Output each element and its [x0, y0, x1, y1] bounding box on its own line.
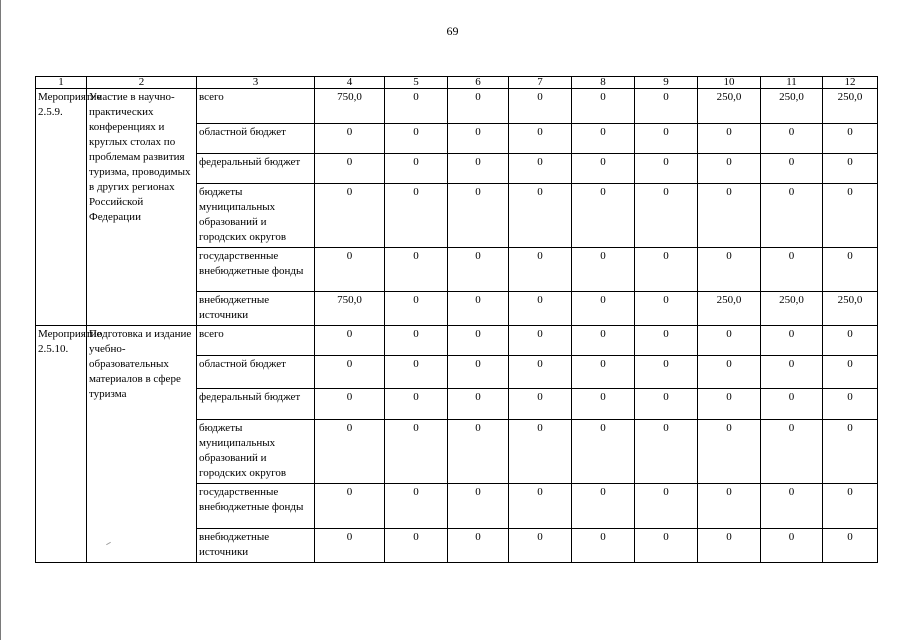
value-cell: 0 [823, 326, 878, 356]
value-cell: 0 [509, 389, 572, 420]
value-cell: 0 [823, 484, 878, 529]
value-cell: 0 [385, 154, 448, 184]
value-cell: 0 [385, 484, 448, 529]
value-cell: 0 [315, 529, 385, 563]
value-cell: 250,0 [698, 292, 761, 326]
measure-code-cell: Мероприятие 2.5.9. [36, 89, 87, 326]
value-cell: 0 [635, 326, 698, 356]
value-cell: 250,0 [761, 292, 823, 326]
value-cell: 0 [448, 484, 509, 529]
value-cell: 750,0 [315, 292, 385, 326]
value-cell: 0 [385, 326, 448, 356]
funding-source-cell: государственные внебюджетные фонды [197, 484, 315, 529]
table-row [36, 89, 878, 124]
value-cell: 0 [572, 356, 635, 389]
value-cell: 0 [635, 529, 698, 563]
value-cell: 0 [385, 389, 448, 420]
value-cell: 0 [509, 292, 572, 326]
value-cell: 0 [385, 356, 448, 389]
budget-table [35, 76, 878, 563]
value-cell: 0 [823, 420, 878, 484]
value-cell: 0 [823, 124, 878, 154]
value-cell: 0 [509, 420, 572, 484]
value-cell: 0 [635, 248, 698, 292]
page-left-edge [0, 0, 1, 640]
value-cell: 0 [572, 420, 635, 484]
value-cell: 0 [635, 420, 698, 484]
value-cell: 0 [385, 89, 448, 124]
value-cell: 0 [572, 124, 635, 154]
value-cell: 0 [823, 248, 878, 292]
funding-source-cell: всего [197, 89, 315, 124]
funding-source-cell: федеральный бюджет [197, 389, 315, 420]
column-header: 7 [509, 77, 572, 89]
value-cell: 0 [315, 124, 385, 154]
value-cell: 0 [448, 89, 509, 124]
value-cell: 0 [761, 154, 823, 184]
page-number: 69 [446, 24, 459, 38]
value-cell: 0 [385, 184, 448, 248]
value-cell: 0 [698, 154, 761, 184]
value-cell: 0 [572, 484, 635, 529]
value-cell: 0 [635, 184, 698, 248]
value-cell: 0 [635, 124, 698, 154]
measure-code-cell: Мероприятие 2.5.10. [36, 326, 87, 563]
value-cell: 0 [823, 529, 878, 563]
column-header: 3 [197, 77, 315, 89]
value-cell: 0 [761, 248, 823, 292]
value-cell: 0 [315, 184, 385, 248]
value-cell: 0 [509, 89, 572, 124]
value-cell: 0 [509, 248, 572, 292]
value-cell: 0 [448, 292, 509, 326]
value-cell: 0 [698, 420, 761, 484]
value-cell: 0 [315, 154, 385, 184]
value-cell: 0 [635, 484, 698, 529]
value-cell: 250,0 [761, 89, 823, 124]
value-cell: 0 [448, 154, 509, 184]
value-cell: 0 [635, 389, 698, 420]
value-cell: 0 [635, 154, 698, 184]
funding-source-cell: федеральный бюджет [197, 154, 315, 184]
funding-source-cell: бюджеты муниципальных образований и городских округов [197, 184, 315, 248]
column-header: 1 [36, 77, 87, 89]
value-cell: 0 [509, 184, 572, 248]
value-cell: 0 [509, 124, 572, 154]
value-cell: 0 [572, 184, 635, 248]
value-cell: 0 [761, 389, 823, 420]
value-cell: 0 [698, 389, 761, 420]
value-cell: 0 [448, 529, 509, 563]
value-cell: 0 [572, 248, 635, 292]
value-cell: 0 [823, 356, 878, 389]
value-cell: 0 [448, 124, 509, 154]
value-cell: 0 [635, 292, 698, 326]
value-cell: 0 [385, 529, 448, 563]
value-cell: 0 [761, 326, 823, 356]
funding-source-cell: внебюджетные источники [197, 529, 315, 563]
value-cell: 0 [385, 420, 448, 484]
value-cell: 0 [572, 326, 635, 356]
value-cell: 0 [698, 529, 761, 563]
value-cell: 0 [823, 154, 878, 184]
value-cell: 0 [761, 356, 823, 389]
value-cell: 750,0 [315, 89, 385, 124]
value-cell: 0 [509, 529, 572, 563]
table-header-row [36, 77, 878, 89]
value-cell: 0 [761, 529, 823, 563]
value-cell: 0 [698, 184, 761, 248]
value-cell: 0 [385, 292, 448, 326]
column-header: 5 [385, 77, 448, 89]
value-cell: 0 [315, 420, 385, 484]
funding-source-cell: областной бюджет [197, 356, 315, 389]
value-cell: 0 [315, 248, 385, 292]
value-cell: 0 [761, 184, 823, 248]
column-header: 2 [87, 77, 197, 89]
table-row [36, 326, 878, 356]
value-cell: 0 [509, 154, 572, 184]
value-cell: 0 [823, 389, 878, 420]
column-header: 10 [698, 77, 761, 89]
column-header: 11 [761, 77, 823, 89]
value-cell: 0 [572, 389, 635, 420]
value-cell: 0 [509, 326, 572, 356]
column-header: 6 [448, 77, 509, 89]
value-cell: 0 [823, 184, 878, 248]
value-cell: 0 [448, 248, 509, 292]
value-cell: 0 [698, 248, 761, 292]
funding-source-cell: бюджеты муниципальных образований и городских округов [197, 420, 315, 484]
value-cell: 0 [698, 124, 761, 154]
value-cell: 0 [761, 124, 823, 154]
value-cell: 250,0 [698, 89, 761, 124]
column-header: 4 [315, 77, 385, 89]
value-cell: 0 [385, 124, 448, 154]
value-cell: 0 [761, 484, 823, 529]
value-cell: 0 [635, 356, 698, 389]
column-header: 12 [823, 77, 878, 89]
value-cell: 0 [448, 326, 509, 356]
column-header: 9 [635, 77, 698, 89]
value-cell: 0 [572, 154, 635, 184]
funding-source-cell: областной бюджет [197, 124, 315, 154]
value-cell: 0 [572, 529, 635, 563]
value-cell: 0 [698, 484, 761, 529]
value-cell: 250,0 [823, 89, 878, 124]
measure-title-cell: Участие в научно-практических конференциях и круглых столах по проблемам развития туризма, проводимых в других регионах Российской Федерации [87, 89, 197, 326]
value-cell: 0 [385, 248, 448, 292]
value-cell: 0 [315, 326, 385, 356]
funding-source-cell: всего [197, 326, 315, 356]
value-cell: 0 [448, 420, 509, 484]
value-cell: 0 [509, 484, 572, 529]
value-cell: 0 [315, 389, 385, 420]
value-cell: 0 [448, 356, 509, 389]
value-cell: 0 [315, 356, 385, 389]
value-cell: 0 [509, 356, 572, 389]
value-cell: 0 [698, 326, 761, 356]
value-cell: 0 [315, 484, 385, 529]
funding-source-cell: государственные внебюджетные фонды [197, 248, 315, 292]
measure-title-cell: Подготовка и издание учебно-образовательных материалов в сфере туризма [87, 326, 197, 563]
value-cell: 0 [698, 356, 761, 389]
column-header: 8 [572, 77, 635, 89]
value-cell: 0 [761, 420, 823, 484]
value-cell: 0 [572, 292, 635, 326]
funding-source-cell: внебюджетные источники [197, 292, 315, 326]
value-cell: 250,0 [823, 292, 878, 326]
value-cell: 0 [448, 184, 509, 248]
value-cell: 0 [572, 89, 635, 124]
value-cell: 0 [635, 89, 698, 124]
value-cell: 0 [448, 389, 509, 420]
